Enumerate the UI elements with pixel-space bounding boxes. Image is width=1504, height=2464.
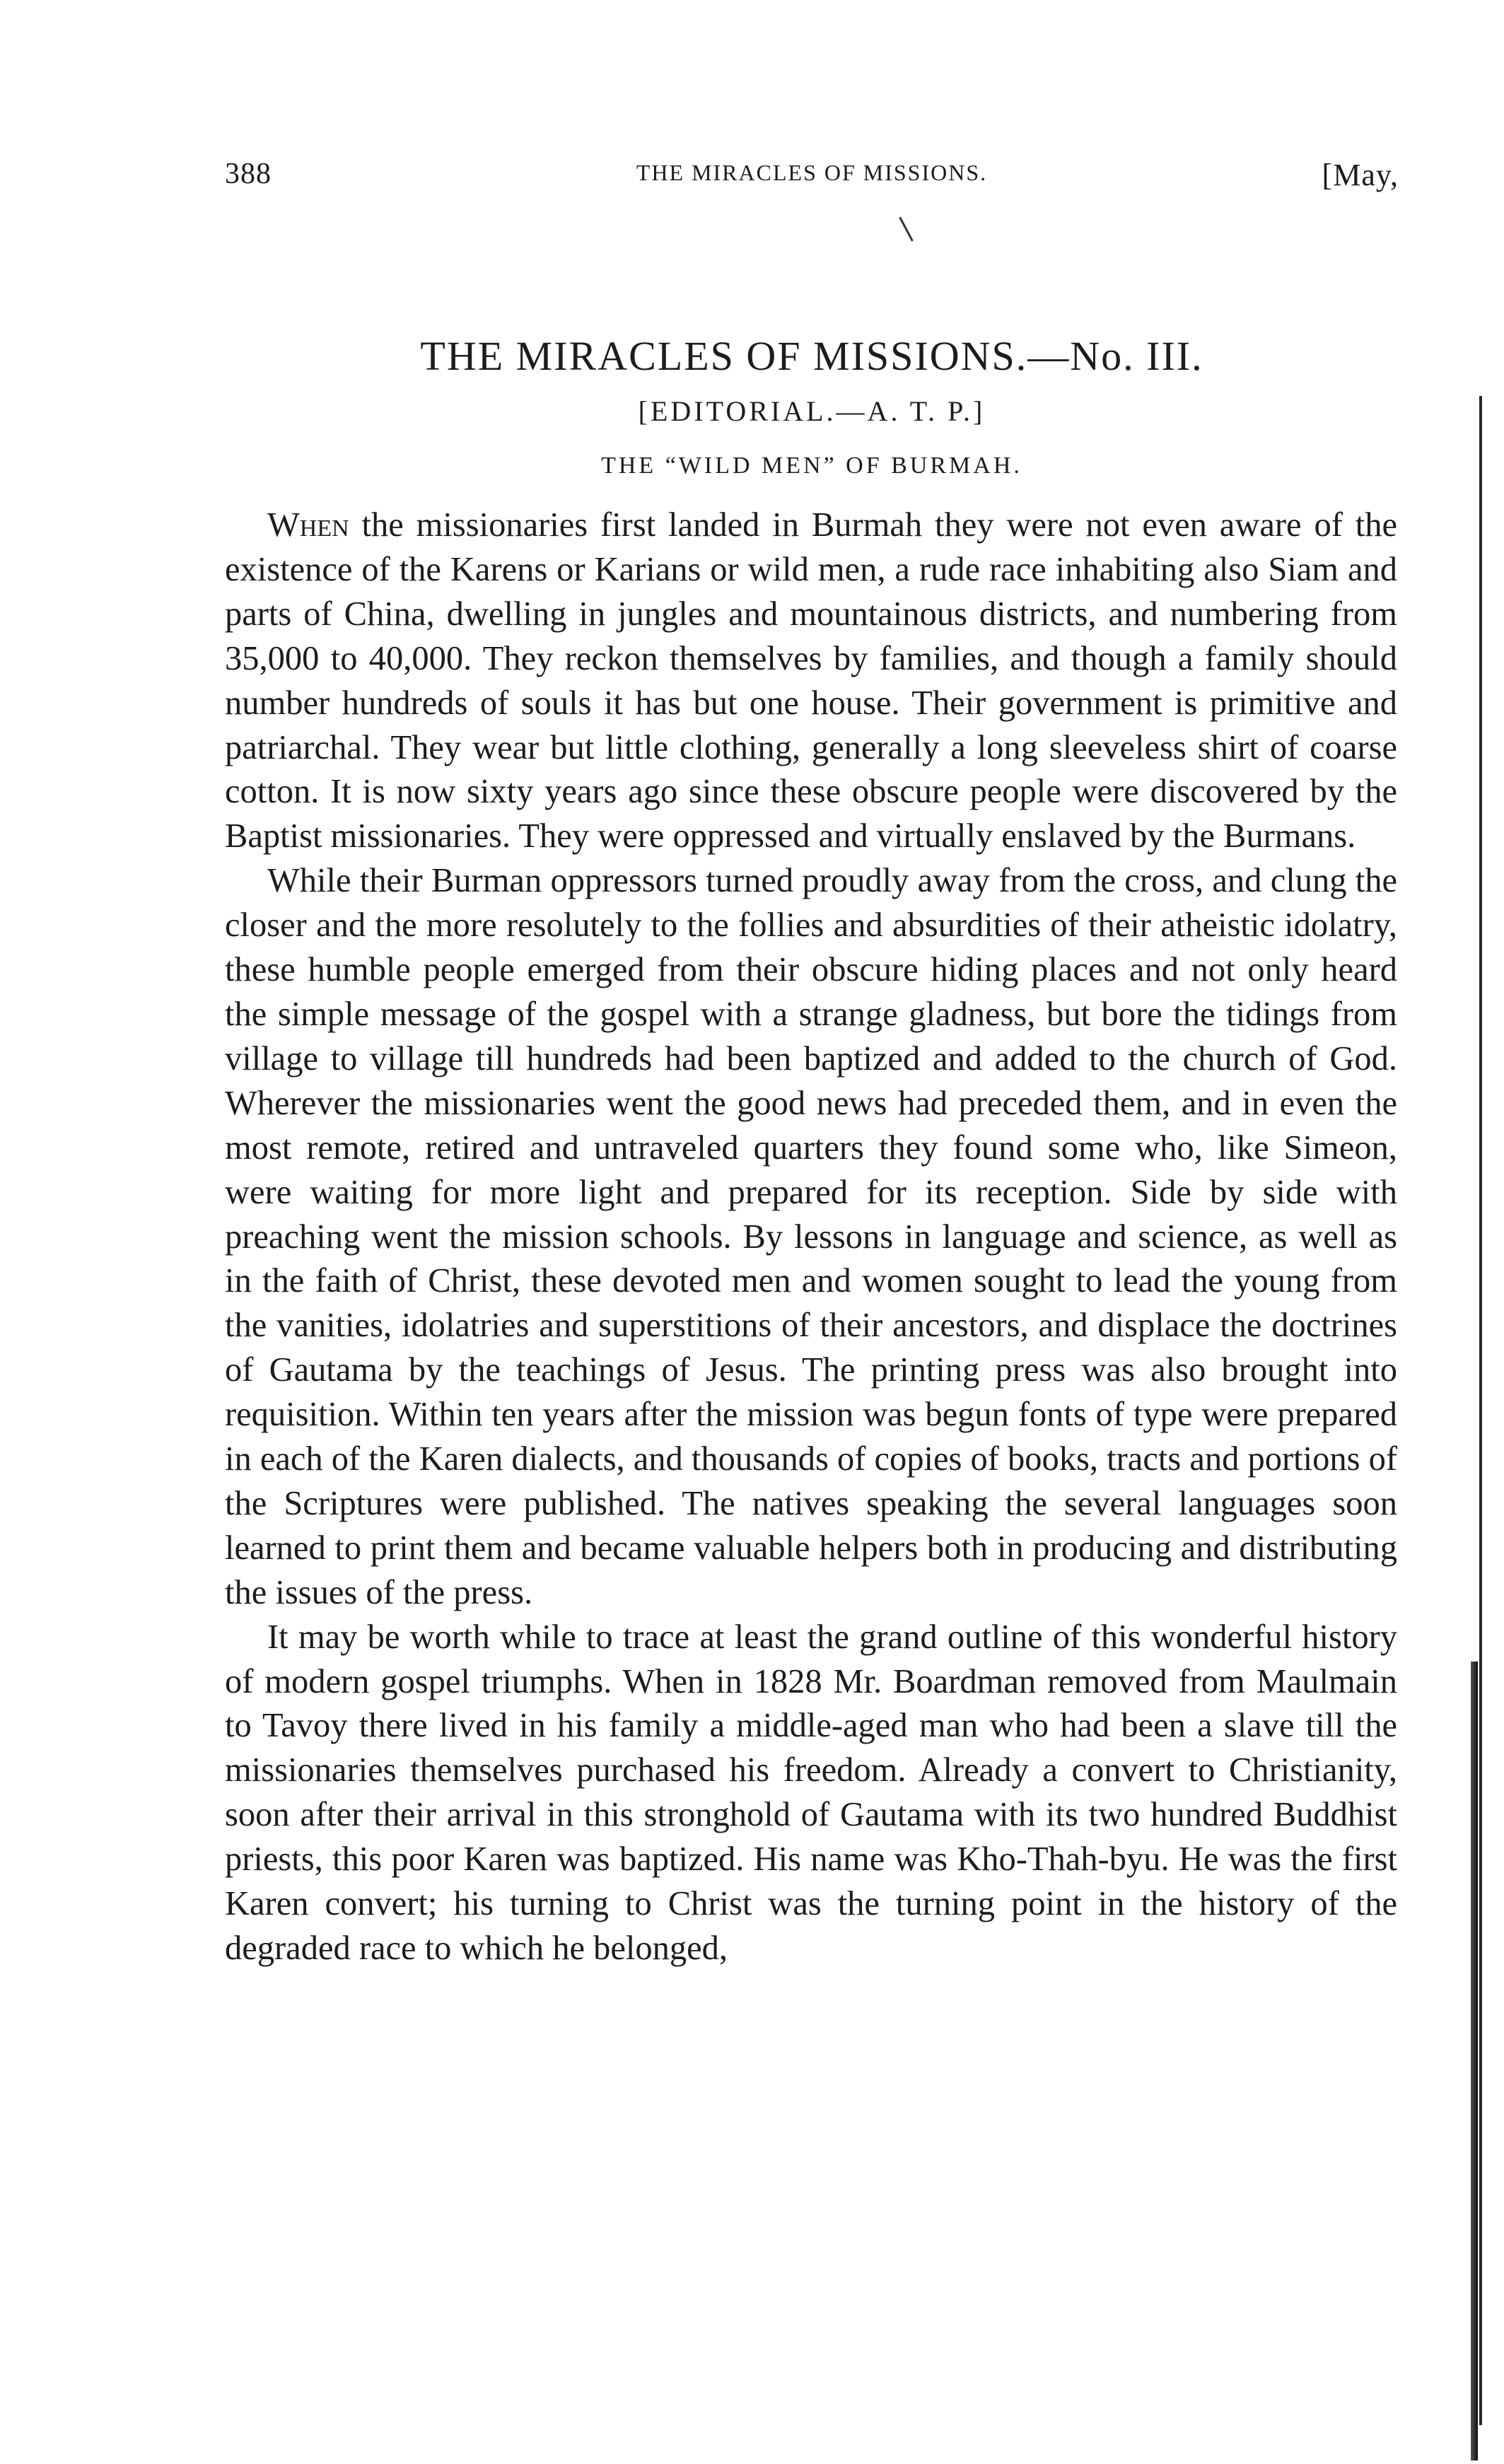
- section-heading: THE “WILD MEN” OF BURMAH.: [601, 452, 1022, 479]
- paragraph-lead: When: [267, 506, 349, 544]
- page-number: 388: [225, 158, 272, 190]
- running-month: [May,: [1322, 158, 1399, 192]
- page-edge-binding: [1471, 1662, 1478, 2460]
- paragraph: [225, 1616, 1397, 1971]
- article-byline: [EDITORIAL.—A. T. P.]: [638, 395, 986, 427]
- article-body: [225, 503, 1397, 1971]
- paragraph: [225, 503, 1397, 859]
- running-head: [225, 157, 1399, 199]
- running-title: THE MIRACLES OF MISSIONS.: [636, 160, 988, 185]
- paragraph-text: It may be worth while to trace at least the grand outline of this wonderful history of modern gospel triumphs. When in 1828 Mr. Boardman removed from Maulmain to Tavoy there lived in his family a middle-aged man who had been a slave till the missionaries themselves purchased his freedom. Already a convert to Christianity, soon after their arrival in this stronghold of Gautama with its two hundred Buddhist priests, this poor Karen was baptized. His name was Kho-Thah-byu. He was the first Karen convert; his turning to Christ was the turning point in the history of the degraded race to which he belonged,: [225, 1618, 1397, 1967]
- stray-ink-mark: [899, 217, 913, 242]
- paragraph: [225, 859, 1397, 1615]
- paragraph-text: While their Burman oppressors turned proudly away from the cross, and clung the closer and the more resolutely to the follies and absurdities of their atheistic idolatry, these humble people emerged from their obscure hiding places and not only heard the simple message of the gospel with a strange gladness, but bore the tidings from village to village till hundreds had been baptized and added to the church of God. Wherever the missionaries went the good news had preceded them, and in even the most remote, retired and untraveled quarters they found some who, like Simeon, were waiting for more light and prepared for its reception. Side by side with preaching went the mission schools. By lessons in language and science, as well as in the faith of Christ, these devoted men and women sought to lead the young from the vanities, idolatries and superstitions of their ancestors, and displace the doctrines of Gautama by the teachings of Jesus. The printing press was also brought into requisition. Within ten years after the mission was begun fonts of type were prepared in each of the Karen dialects, and thousands of copies of books, tracts and portions of the Scriptures were published. The natives speaking the several languages soon learned to print them and became valuable helpers both in producing and distributing the issues of the press.: [225, 862, 1397, 1611]
- article-title: THE MIRACLES OF MISSIONS.—No. III.: [420, 333, 1203, 379]
- paragraph-text: the missionaries first landed in Burmah they were not even aware of the existence of the Karens or Karians or wild men, a rude race inhabiting also Siam and parts of China, dwelling in jungles and mountainous districts, and numbering from 35,000 to 40,000. They reckon themselves by families, and though a family should number hundreds of souls it has but one house. Their government is primitive and patriarchal. They wear but little clothing, generally a long sleeveless shirt of coarse cotton. It is now sixty years ago since these obscure people were discovered by the Baptist missionaries. They were oppressed and virtually enslaved by the Burmans.: [225, 506, 1397, 856]
- page-edge-shadow: [1479, 396, 1482, 2425]
